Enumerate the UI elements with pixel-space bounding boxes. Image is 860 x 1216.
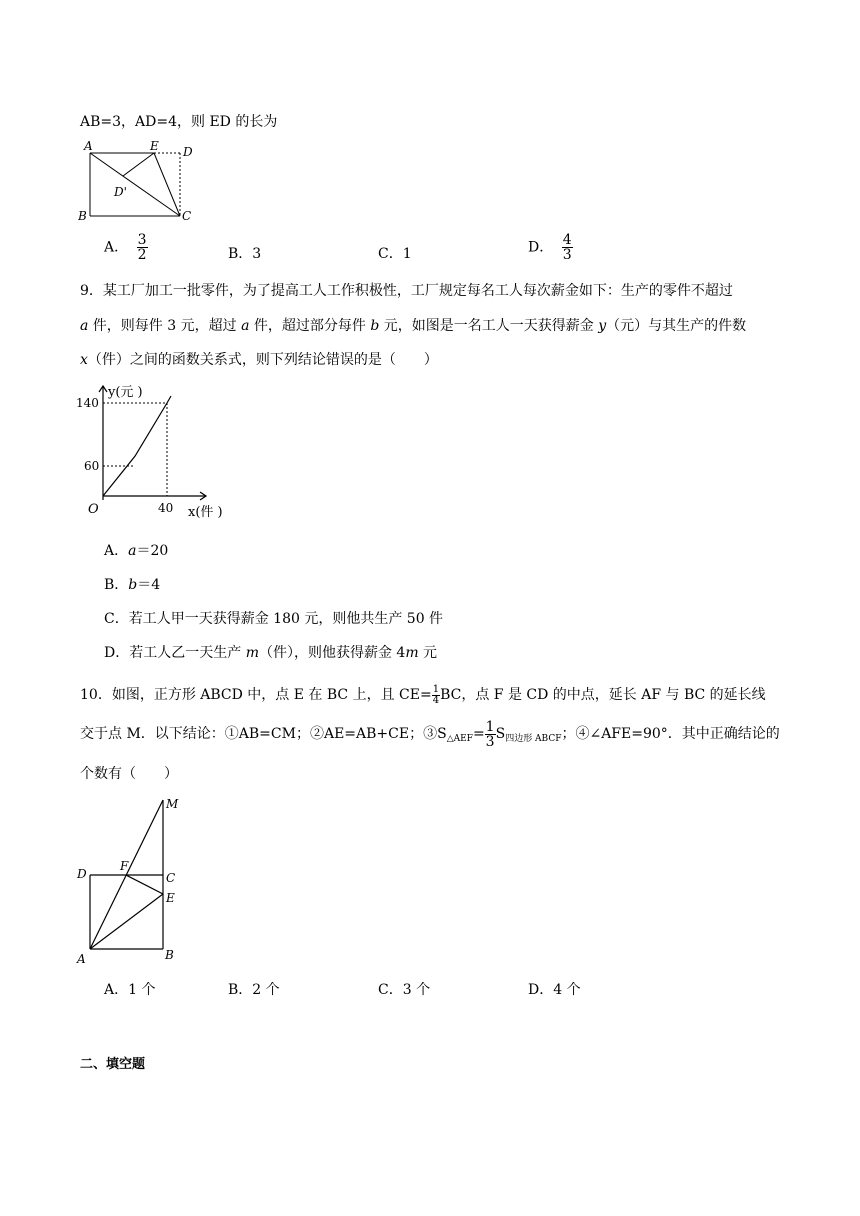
q9-option-b[interactable]: B．b＝4: [104, 577, 161, 593]
q9-option-c[interactable]: C．若工人甲一天获得薪金 180 元，则他共生产 50 件: [104, 611, 444, 627]
label-E: E: [166, 891, 175, 905]
label-E: E: [150, 139, 159, 153]
q10-option-d[interactable]: D．4 个: [528, 982, 581, 998]
label-Dprime: D': [114, 185, 127, 199]
x-tick-40: 40: [158, 501, 174, 515]
label-A: A: [77, 952, 86, 966]
q10-line2: 交于点 M．以下结论：①AB=CM；②AE=AB+CE；$③S_{\triangle AEF}=$ $\frac{1}{3}$ $S_{四边形 ABCF}$；④∠AFE=90°．其中正确结论的: [80, 718, 780, 750]
label-C: C: [182, 209, 192, 223]
salary-line: [103, 403, 167, 496]
label-D: D: [183, 145, 193, 159]
label-M: M: [166, 797, 179, 811]
label-B: B: [165, 948, 174, 962]
label-C: C: [166, 871, 176, 885]
q10-figure: [72, 792, 192, 970]
q9-line2: a 件，则每件 3 元，超过 a 件，超过部分每件 b 元，如图是一名工人一天获得薪金 y（元）与其生产的件数: [80, 318, 747, 334]
q10-line1: 10．如图，正方形 ABCD 中，点 E 在 BC 上，且 CE= $\frac{1}{4}$ BC，点 F 是 CD 的中点，延长 AF 与 BC 的延长线: [80, 683, 766, 706]
q8-figure: [78, 138, 198, 226]
q9-chart: [74, 376, 244, 522]
q9-option-a[interactable]: A．a＝20: [104, 543, 169, 559]
label-F: F: [120, 859, 129, 873]
y-tick-140: 140: [76, 396, 99, 410]
origin-label: O: [88, 502, 99, 517]
q10-option-c[interactable]: C．3 个: [378, 982, 431, 998]
q9-option-d[interactable]: D．若工人乙一天生产 m（件），则他获得薪金 4m 元: [104, 645, 438, 661]
q9-line3: x（件）之间的函数关系式，则下列结论错误的是（ ）: [80, 352, 438, 368]
q10-option-b[interactable]: B．2 个: [228, 982, 280, 998]
label-B: B: [78, 209, 87, 223]
y-axis-label: y(元 ): [108, 385, 143, 400]
q10-line3: 个数有（ ）: [80, 766, 178, 782]
label-D: D: [77, 867, 87, 881]
q8-stem: AB=3，AD=4，则 ED 的长为: [80, 114, 278, 130]
q8-option-a[interactable]: A． $\frac{3}{2}$: [104, 232, 147, 263]
section-heading: 二、填空题: [80, 1057, 146, 1072]
y-tick-60: 60: [84, 459, 100, 473]
q8-option-d[interactable]: D． $\frac{4}{3}$: [528, 232, 572, 263]
q10-option-a[interactable]: A．1 个: [104, 982, 156, 998]
x-axis-label: x(件 ): [188, 505, 223, 520]
label-A: A: [84, 139, 93, 153]
q9-line1: 9．某工厂加工一批零件，为了提高工人工作积极性，工厂规定每名工人每次薪金如下：生产的零件不超过: [80, 283, 733, 299]
q8-option-c[interactable]: C．1: [378, 246, 412, 262]
q8-option-b[interactable]: B．3: [228, 246, 262, 262]
